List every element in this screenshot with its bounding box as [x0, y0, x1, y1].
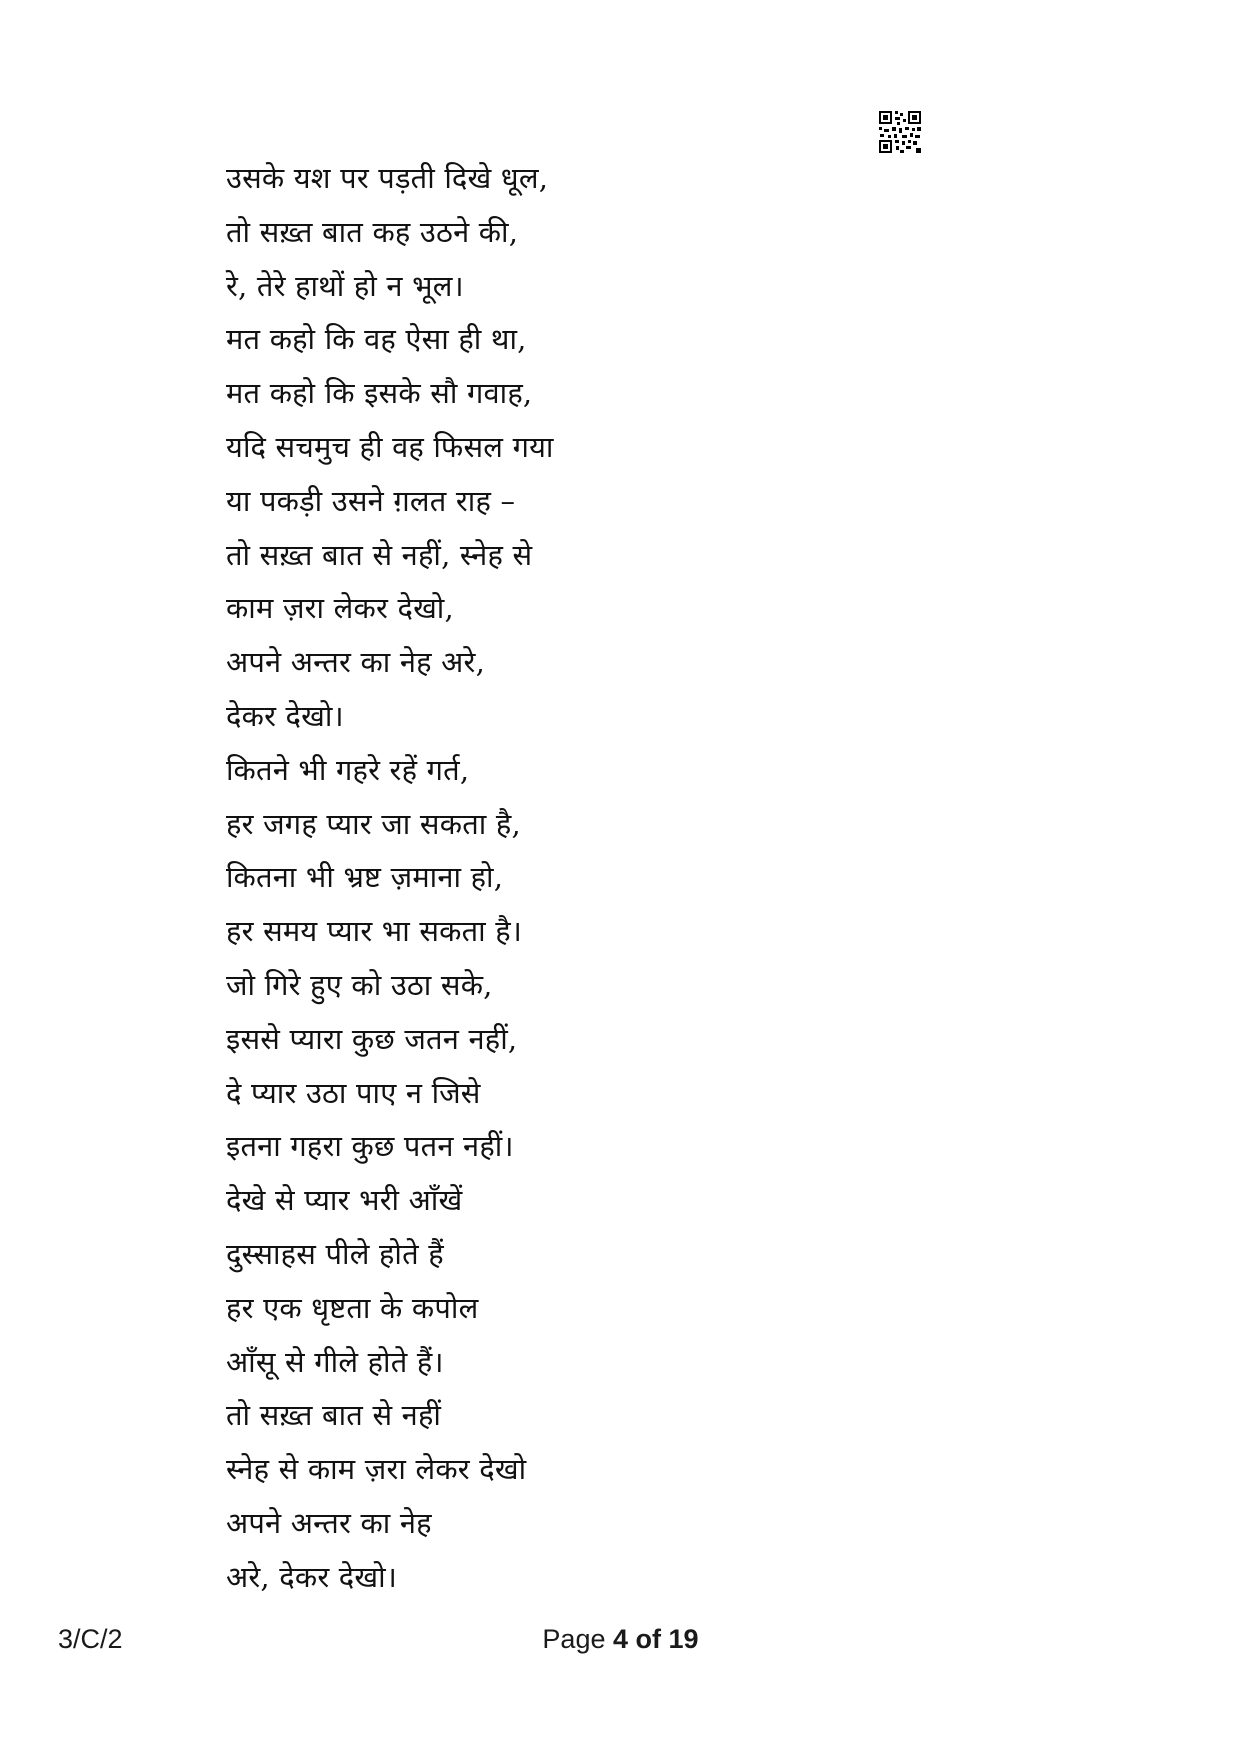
- poem-line: मत कहो कि वह ऐसा ही था,: [226, 322, 527, 357]
- poem-line: रे, तेरे हाथों हो न भूल।: [226, 268, 464, 303]
- poem-line: दुस्साहस पीले होते हैं: [226, 1236, 444, 1271]
- paper-code: 3/C/2: [58, 1624, 123, 1654]
- poem: [226, 158, 554, 1611]
- page-of: of: [628, 1624, 669, 1654]
- poem-line: इससे प्यारा कुछ जतन नहीं,: [226, 1021, 518, 1056]
- qr-code-icon: [878, 110, 922, 154]
- page-number: [0, 1624, 1241, 1655]
- poem-line: कितना भी भ्रष्ट ज़माना हो,: [226, 860, 504, 895]
- poem-line: यदि सचमुच ही वह फिसल गया: [226, 429, 554, 464]
- poem-line: तो सख़्त बात से नहीं: [226, 1398, 442, 1433]
- poem-line: तो सख़्त बात कह उठने की,: [226, 214, 519, 249]
- poem-line: देखे से प्यार भरी आँखें: [226, 1183, 463, 1218]
- poem-line: हर एक धृष्टता के कपोल: [226, 1290, 479, 1325]
- page-total: 19: [668, 1624, 699, 1654]
- poem-line: कितने भी गहरे रहें गर्त,: [226, 752, 470, 787]
- poem-line: तो सख़्त बात से नहीं, स्नेह से: [226, 537, 533, 572]
- poem-line: मत कहो कि इसके सौ गवाह,: [226, 376, 533, 411]
- poem-line: इतना गहरा कुछ पतन नहीं।: [226, 1129, 514, 1164]
- poem-line: अपने अन्तर का नेह अरे,: [226, 645, 485, 680]
- poem-line: काम ज़रा लेकर देखो,: [226, 591, 454, 626]
- poem-line: हर समय प्यार भा सकता है।: [226, 914, 523, 949]
- poem-line: हर जगह प्यार जा सकता है,: [226, 806, 521, 841]
- poem-line: अरे, देकर देखो।: [226, 1559, 398, 1594]
- poem-line: अपने अन्तर का नेह: [226, 1505, 432, 1540]
- poem-line: दे प्यार उठा पाए न जिसे: [226, 1075, 481, 1110]
- poem-line: या पकड़ी उसने ग़लत राह –: [226, 483, 516, 518]
- poem-line: जो गिरे हुए को उठा सके,: [226, 967, 493, 1002]
- page-prefix: Page: [542, 1624, 613, 1654]
- poem-line: देकर देखो।: [226, 698, 344, 733]
- poem-line: आँसू से गीले होते हैं।: [226, 1344, 444, 1379]
- poem-line: स्नेह से काम ज़रा लेकर देखो: [226, 1452, 527, 1487]
- page-current: 4: [612, 1624, 629, 1654]
- poem-line: उसके यश पर पड़ती दिखे धूल,: [226, 161, 549, 195]
